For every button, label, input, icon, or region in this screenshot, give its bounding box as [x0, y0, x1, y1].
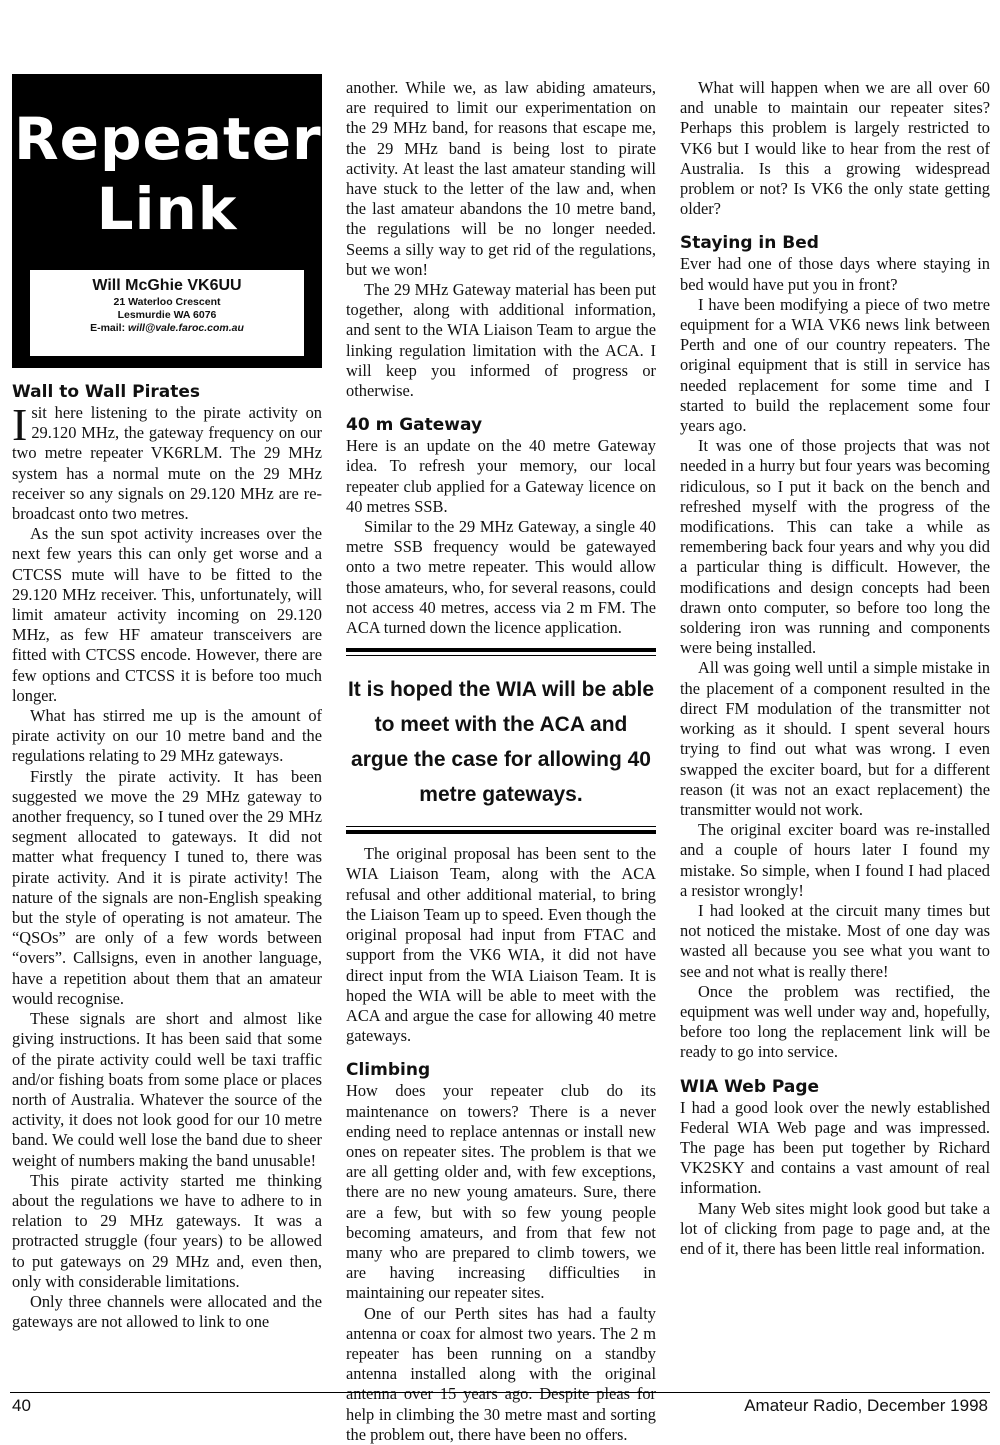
paragraph: It was one of those projects that was not needed in a hurry but four years was becoming ridiculous, so I put it back on the bench and refreshed myself with the progress of the modifications. This can take a while as remembering back four years and why you did a particular thing is difficult. However, the modifications and design concepts had been drawn onto computer, so before too long the soldering iron was running and components were being installed. [680, 436, 990, 658]
email-label: E-mail: [90, 322, 126, 335]
paragraph: All was going well until a simple mistake in the placement of a component resulted in the direct FM modulation of the transmitter not working as it should. I spent several hours trying to find out what was wrong. I even swapped the exciter board, but for a different reason (it was not an exact replacement) the transmitter would not work. [680, 658, 990, 819]
paragraph: The 29 MHz Gateway material has been put together, along with additional information, and sent to the WIA Liaison Team to argue the linking regulation limitation with the ACA. I will keep you informed of progress or otherwise. [346, 280, 656, 401]
title-line-2: Link [96, 175, 238, 243]
page-number: 40 [12, 1396, 31, 1415]
section-heading-climbing: Climbing [346, 1060, 431, 1081]
address-line-1: 21 Waterloo Crescent [113, 296, 221, 309]
paragraph: Firstly the pirate activity. It has been suggested we move the 29 MHz gateway to another frequency, so I tuned over the 29 MHz segment allocated to gateways. It did not matter what frequency I tuned to, there was pirate activity. And it is pirate activity! The nature of the signals are non-English speaking but the style of operating is not amateur. The “QSOs” are only of a few words between “overs”. Callsigns, even in another language, have a repetition about them that an amateur would recognise. [12, 766, 322, 1008]
column-title [14, 76, 320, 300]
paragraph: As the sun spot activity increases over the next few years this can only get worse and a CTCSS mute will have to be fitted to the 29.120 MHz receiver. This, unfortunately, will limit amateur activity incoming on 29.120 MHz, as few HF amateur transceivers are fitted with CTCSS encode. However, there are few options and CTCSS it is before too much longer. [12, 524, 322, 705]
paragraph: These signals are short and almost like giving instructions. It has been said that some of the pirate activity could well be taxi traffic and/or fishing boats from some place or places north of Australia. Whatever the source of the activity, it does not look good for our 10 metre band. We could well lose the band due to sheer weight of numbers making the band unusable! [12, 1009, 322, 1170]
paragraph: I had a good look over the newly established Federal WIA Web page and was impressed. The page has been put together by Richard VK2SKY and contains a vast amount of real information. [680, 1097, 990, 1198]
paragraph: Ever had one of those days where staying in bed would have put you in front? [680, 254, 990, 294]
drop-cap: I [12, 399, 28, 450]
section-heading-40m-gateway: 40 m Gateway [346, 415, 483, 436]
title-line-1: Repeater [14, 105, 322, 173]
address-line-2: Lesmurdie WA 6076 [117, 309, 217, 322]
paragraph: Many Web sites might look good but take a lot of clicking from page to page and, at the end of it, there has been little real information. [680, 1198, 990, 1258]
paragraph: another. While we, as law abiding amateurs, are required to limit our experimentation on the 29 MHz band, for reasons that escape me, the 29 MHz band is being lost to pirate activity. At least the last amateur standing will have stuck to the letter of the law and, when the last amateur abandons the 10 metre band, the regulations will be no longer needed. Seems a silly way to get rid of the regulations, but we won! [346, 78, 656, 279]
paragraph: Similar to the 29 MHz Gateway, a single 40 metre SSB frequency would be gatewayed onto a two metre repeater. This would allow those amateurs, who, for several reasons, could not access 40 metres, access via 2 m FM. The ACA turned down the licence application. [346, 517, 656, 638]
author-name: Will McGhie VK6UU [92, 277, 242, 294]
paragraph: What will happen when we are all over 60 and unable to maintain our repeater sites? Perhaps this problem is largely restricted to VK6 but I would like to hear from the rest of Australia. Is this a growing widespread problem or not? Is VK6 the only state getting older? [680, 78, 990, 219]
column-3 [680, 78, 990, 1259]
email-line [30, 322, 304, 335]
paragraph: Here is an update on the 40 metre Gateway idea. To refresh your memory, our local repeater club applied for a Gateway licence on 40 metres SSB. [346, 436, 656, 516]
publication-line: Amateur Radio, December 1998 [744, 1396, 988, 1415]
paragraph-text: sit here listening to the pirate activity on 29.120 MHz, the gateway frequency on our two metre repeater VK6RLM. The 29 MHz system has a normal mute on the 29 MHz receiver so any signals on 29.120 MHz are re-broadcast onto two metres. [12, 403, 322, 524]
section-heading-pirates: Wall to Wall Pirates [12, 382, 201, 402]
paragraph [12, 399, 322, 524]
section-heading-wia-web-page: WIA Web Page [680, 1076, 820, 1097]
paragraph: Only three channels were allocated and the gateways are not allowed to link to one [12, 1291, 322, 1332]
column-title-box [12, 74, 322, 368]
paragraph: I have been modifying a piece of two metre equipment for a WIA VK6 news link between Perth and one of our country repeaters. The original equipment that is still in service has needed replacement for some time and I started to build the replacement some four years ago. [680, 294, 990, 436]
column-1 [12, 74, 322, 1332]
paragraph: This pirate activity started me thinking about the regulations we have to adhere to in relation to 29 MHz gateways. It was a protracted struggle (four years) to be allowed to put gateways on 29 MHz and, even then, only with considerable limitations. [12, 1170, 322, 1291]
paragraph: I had looked at the circuit many times but not noticed the mistake. Most of one day was wasted all because you see what you want to see and not what is really there! [680, 900, 990, 981]
column-2 [346, 78, 656, 1445]
section-heading-staying-in-bed: Staying in Bed [680, 233, 819, 254]
pull-quote: It is hoped the WIA will be able to meet with the ACA and argue the case for allowing 40 metre gateways. [346, 648, 656, 834]
footer-rule [10, 1392, 990, 1393]
paragraph: How does your repeater club do its maintenance on towers? There is a never ending need to replace antennas or install new ones on repeater sites. The problem is that we are all getting older and, with few exceptions, there are no new young amateurs. Sure, there are a few, but with so few young people becoming amateurs, and from that few not many who are prepared to climb towers, we are having increasing difficulties in maintaining our repeater sites. [346, 1081, 656, 1303]
author-box [30, 270, 304, 356]
paragraph: The original proposal has been sent to the WIA Liaison Team, along with the ACA refusal and other additional material, to bring the Liaison Team up to speed. Even though the original proposal had input from FTAC and support from the VK6 WIA, it did not have direct input from the WIA Liaison Team. It is hoped the WIA will be able to meet with the ACA and argue the case for allowing 40 metre gateways. [346, 844, 656, 1046]
paragraph: The original exciter board was re-installed and a couple of hours later I found my mistake. So simple, when I found I had placed a resistor wrongly! [680, 820, 990, 900]
email-address[interactable]: will@vale.faroc.com.au [128, 322, 244, 335]
paragraph: Once the problem was rectified, the equipment was well under way and, hopefully, before too long the replacement link will be ready to go into service. [680, 981, 990, 1062]
paragraph: One of our Perth sites has had a faulty antenna or coax for almost two years. The 2 m repeater has been running on a standby antenna installed along with the original antenna over 15 years ago. Despite pleas for help in climbing the 30 metre mast and sorting the problem out, there have been no offers. [346, 1303, 656, 1444]
paragraph: What has stirred me up is the amount of pirate activity on our 10 metre band and the regulations relating to 29 MHz gateways. [12, 706, 322, 766]
